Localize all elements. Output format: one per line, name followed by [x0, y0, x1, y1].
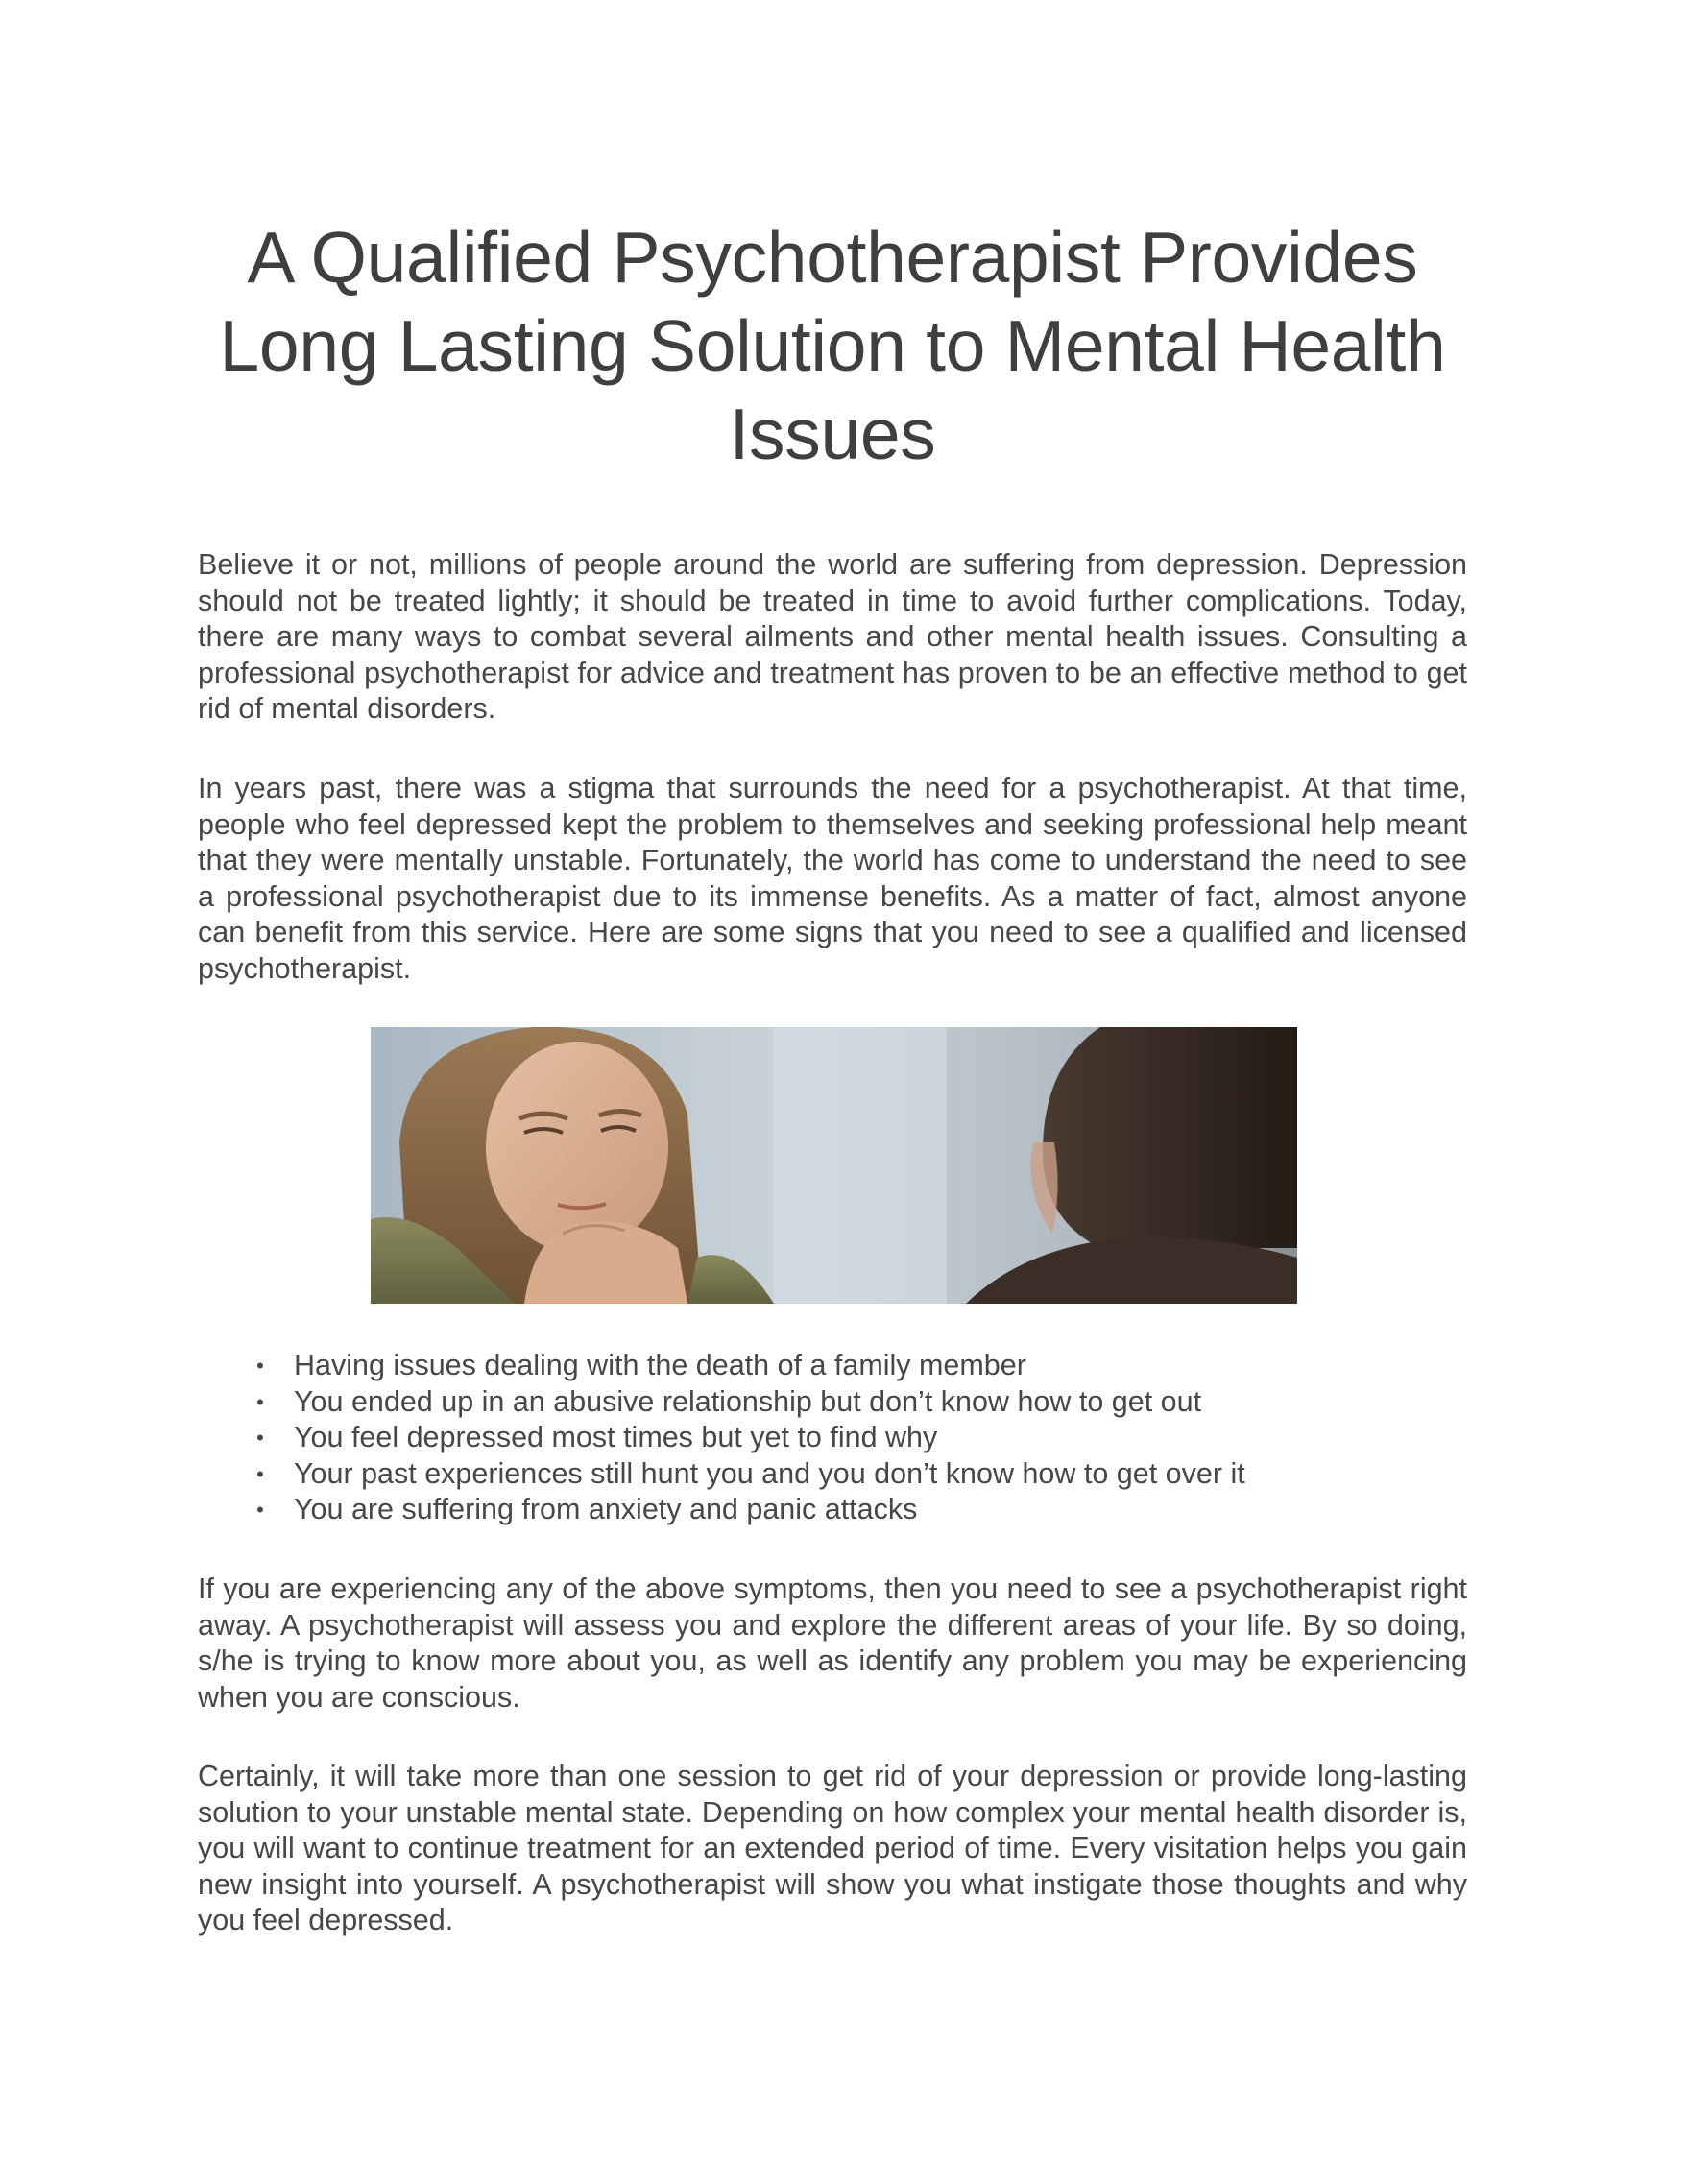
- therapy-session-photo: [371, 1027, 1297, 1304]
- paragraph-symptoms: If you are experiencing any of the above symptoms, then you need to see a psychotherapist right away. A psychotherapist will assess you and explore the different areas of your life. By so doing, s/he is trying to know more about you, as well as identify any problem you may be experiencing when you are conscious.: [198, 1572, 1467, 1714]
- bullet-icon: •: [256, 1354, 264, 1378]
- list-item: [198, 1420, 1467, 1456]
- list-item-text: You feel depressed most times but yet to find why: [294, 1421, 938, 1454]
- list-item-text: Your past experiences still hunt you and you don’t know how to get over it: [294, 1456, 1245, 1490]
- list-item: [198, 1384, 1467, 1421]
- page-title: A Qualified Psychotherapist Provides Long Lasting Solution to Mental Health Issues: [219, 217, 1446, 474]
- list-item: [198, 1492, 1467, 1528]
- list-item-text: You are suffering from anxiety and panic attacks: [294, 1493, 918, 1526]
- signs-list: [198, 1348, 1467, 1528]
- paragraph-intro: Believe it or not, millions of people around the world are suffering from depression. Depression should not be treated lightly; it should be treated in time to avoid further complications. Today, there are many ways to combat several ailments and other mental health issues. Consulting a professional psychotherapist for advice and treatment has proven to be an effective method to get rid of mental disorders.: [198, 548, 1467, 726]
- bullet-icon: •: [256, 1461, 264, 1486]
- list-item-text: You ended up in an abusive relationship but don’t know how to get out: [294, 1384, 1202, 1418]
- paragraph-stigma: In years past, there was a stigma that surrounds the need for a psychotherapist. At that time, people who feel depressed kept the problem to themselves and seeking professional help meant that they were mentally unstable. Fortunately, the world has come to understand the need to see a professional psychotherapist due to its immense benefits. As a matter of fact, almost anyone can benefit from this service. Here are some signs that you need to see a qualified and licensed psychotherapist.: [198, 772, 1467, 985]
- bullet-icon: •: [256, 1498, 264, 1523]
- paragraph-sessions: Certainly, it will take more than one session to get rid of your depression or provide long-lasting solution to your unstable mental state. Depending on how complex your mental health disorder is, you will want to continue treatment for an extended period of time. Every visitation helps you gain new insight into yourself. A psychotherapist will show you what instigate those thoughts and why you feel depressed.: [198, 1760, 1467, 1937]
- list-item: [198, 1456, 1467, 1493]
- list-item: [198, 1348, 1467, 1384]
- bullet-icon: •: [256, 1426, 264, 1451]
- bullet-icon: •: [256, 1389, 264, 1414]
- list-item-text: Having issues dealing with the death of a family member: [294, 1349, 1026, 1381]
